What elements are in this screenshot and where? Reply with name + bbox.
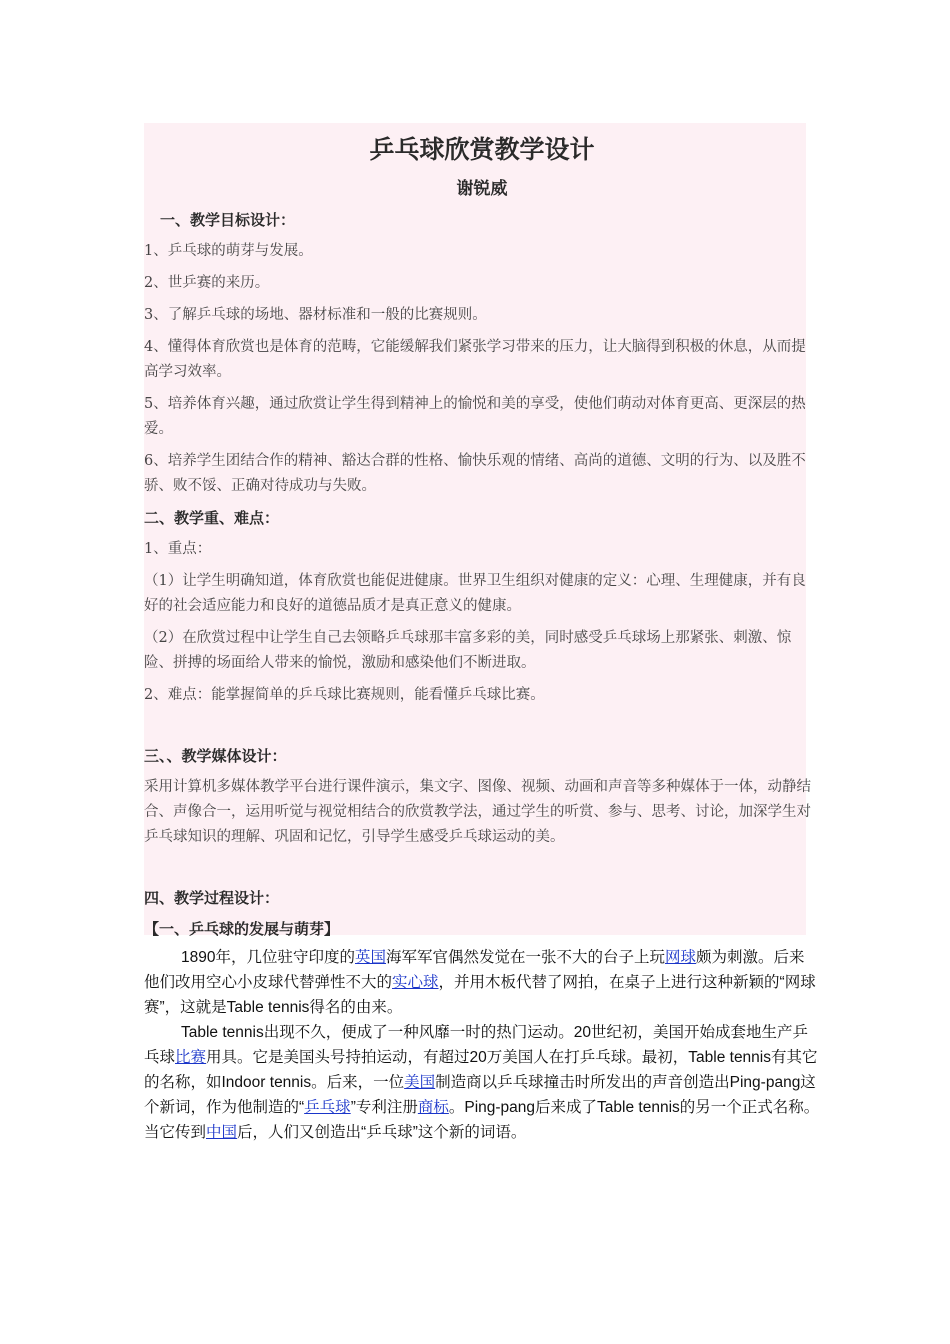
- media-paragraph: 采用计算机多媒体教学平台进行课件演示，集文字、图像、视频、动画和声音等多种媒体于一体，动静结合、声像合一，运用听觉与视觉相结合的欣赏教学法，通过学生的听赏、参与、思考、讨论，加深学生对乒乓球知识的理解、巩固和记忆，引导学生感受乒乓球运动的美。: [144, 779, 811, 845]
- section-heading-process: 四、教学过程设计：: [144, 889, 280, 907]
- link-uk[interactable]: 英国: [354, 949, 386, 966]
- section-heading-media: 三、、教学媒体设计：: [144, 747, 287, 765]
- section-heading-keypoints: 二、教学重、难点：: [144, 509, 280, 527]
- history-paragraph-2: Table tennis出现不久，便成了一种风靡一时的热门运动。20世纪初，美国开始成套地生产乒乓球比赛用具。它是美国头号持拍运动，有超过20万美国人在打乒乓球。最初，Table tennis有其它的名称，如Indoor tennis。后来，一位美国制造商以乒乓球撞击时所发出的声音创造出Ping-pang这个新词，作为他制造的“乒乓球”专利注册商标。Ping-pang后来成了Table tennis的另一个正式名称。当它传到中国后，人们又创造出“乒乓球”这个新的词语。: [144, 1024, 820, 1141]
- objective-item: 3、了解乒乓球的场地、器材标准和一般的比赛规则。: [144, 307, 487, 323]
- link-trademark[interactable]: 商标: [417, 1099, 449, 1116]
- document-title: 乒乓球欣赏教学设计: [369, 135, 595, 164]
- document-body: [144, 128, 820, 1145]
- key-point-item: （1）让学生明确知道，体育欣赏也能促进健康。世界卫生组织对健康的定义：心理、生理健康，并有良好的社会适应能力和良好的道德品质才是真正意义的健康。: [144, 573, 806, 614]
- link-usa[interactable]: 美国: [404, 1074, 436, 1091]
- link-ping-pong[interactable]: 乒乓球: [304, 1099, 351, 1116]
- key-point-label: 1、重点：: [144, 541, 212, 557]
- author-name: 谢锐威: [456, 179, 508, 199]
- section-heading-objectives: 一、教学目标设计：: [160, 211, 296, 229]
- objective-item: 4、懂得体育欣赏也是体育的范畴，它能缓解我们紧张学习带来的压力，让大脑得到积极的休息，从而提高学习效率。: [144, 339, 806, 380]
- objective-item: 1、乒乓球的萌芽与发展。: [144, 243, 313, 259]
- objective-item: 5、培养体育兴趣，通过欣赏让学生得到精神上的愉悦和美的享受，使他们萌动对体育更高、更深层的热爱。: [144, 396, 806, 437]
- history-paragraph-1: 1890年，几位驻守印度的英国海军军官偶然发觉在一张不大的台子上玩网球颇为刺激。后来他们改用空心小皮球代替弹性不大的实心球，并用木板代替了网拍，在桌子上进行这种新颖的“网球赛”，这就是Table tennis得名的由来。: [144, 949, 816, 1016]
- objective-item: 6、培养学生团结合作的精神、豁达合群的性格、愉快乐观的情绪、高尚的道德、文明的行为、以及胜不骄、败不馁、正确对待成功与失败。: [144, 453, 806, 494]
- link-china[interactable]: 中国: [206, 1124, 238, 1141]
- link-match[interactable]: 比赛: [175, 1049, 207, 1066]
- process-subheading: 【一、乒乓球的发展与萌芽】: [144, 920, 340, 938]
- link-solid-ball[interactable]: 实心球: [392, 974, 439, 991]
- difficulty-item: 2、难点：能掌握简单的乒乓球比赛规则，能看懂乒乓球比赛。: [144, 687, 545, 703]
- link-tennis[interactable]: 网球: [665, 949, 697, 966]
- key-point-item: （2）在欣赏过程中让学生自己去领略乒乓球那丰富多彩的美，同时感受乒乓球场上那紧张、刺激、惊险、拼搏的场面给人带来的愉悦，激励和感染他们不断进取。: [144, 630, 792, 671]
- objective-item: 2、世乒赛的来历。: [144, 275, 270, 291]
